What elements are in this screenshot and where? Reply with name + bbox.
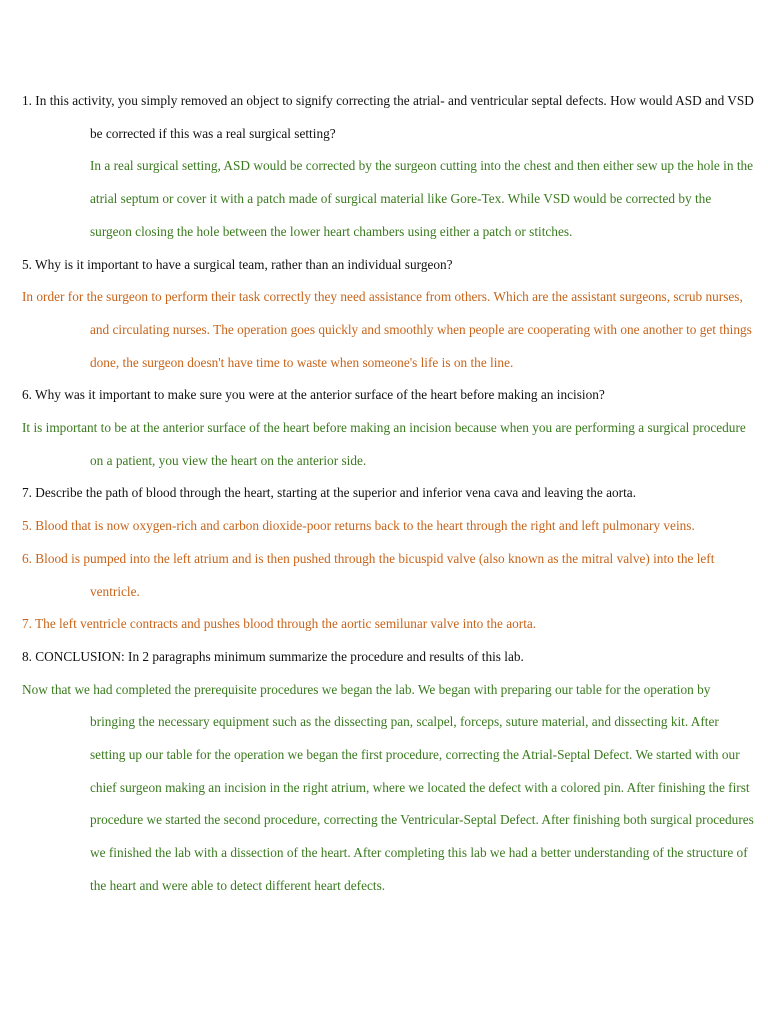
answer-6: It is important to be at the anterior surface of the heart before making an incision because when you are performing a surgical procedure on a patient, you view the heart on the anterior side. bbox=[22, 420, 746, 468]
answer-1: In a real surgical setting, ASD would be corrected by the surgeon cutting into the chest and then either sew up the hole in the atrial septum or cover it with a patch made of surgical material like Gore-Tex. While VSD would be corrected by the surgeon closing the hole between the lower heart chambers using either a patch or stitches. bbox=[90, 158, 754, 239]
question-8-conclusion: 8. CONCLUSION: In 2 paragraphs minimum summarize the procedure and results of this lab. bbox=[22, 648, 524, 664]
blood-path-step-7: 7. The left ventricle contracts and pushes blood through the aortic semilunar valve into the aorta. bbox=[22, 616, 537, 632]
document-page bbox=[0, 85, 768, 903]
question-1: 1. In this activity, you simply removed an object to signify correcting the atrial- and ventricular septal defects. How would ASD and VSD be corrected if this was a real surgical setting? bbox=[22, 93, 754, 141]
question-7: 7. Describe the path of blood through the heart, starting at the superior and inferior vena cava and leaving the aorta. bbox=[22, 485, 637, 501]
conclusion-answer: Now that we had completed the prerequisite procedures we began the lab. We began with preparing our table for the operation by bringing the necessary equipment such as the dissecting pan, scalpel, forceps, suture material, and dissecting kit. After setting up our table for the operation we began the first procedure, correcting the Atrial-Septal Defect. We started with our chief surgeon making an incision in the right atrium, where we located the defect with a colored pin. After finishing the first procedure we started the second procedure, correcting the Ventricular-Septal Defect. After finishing both surgical procedures we finished the lab with a dissection of the heart. After completing this lab we had a better understanding of the structure of the heart and were able to detect different heart defects. bbox=[22, 681, 754, 893]
blood-path-step-5: 5. Blood that is now oxygen-rich and carbon dioxide-poor returns back to the heart through the right and left pulmonary veins. bbox=[22, 518, 695, 534]
blood-path-step-6: 6. Blood is pumped into the left atrium and is then pushed through the bicuspid valve (also known as the mitral valve) into the left ventricle. bbox=[22, 550, 715, 599]
answer-5: In order for the surgeon to perform their task correctly they need assistance from others. Which are the assistant surgeons, scrub nurses, and circulating nurses. The operation goes quickly and smoothly when people are cooperating with one another to get things done, the surgeon doesn't have time to waste when someone's life is on the line. bbox=[22, 289, 752, 370]
question-5: 5. Why is it important to have a surgical team, rather than an individual surgeon? bbox=[22, 256, 453, 272]
question-6: 6. Why was it important to make sure you were at the anterior surface of the heart before making an incision? bbox=[22, 387, 605, 403]
